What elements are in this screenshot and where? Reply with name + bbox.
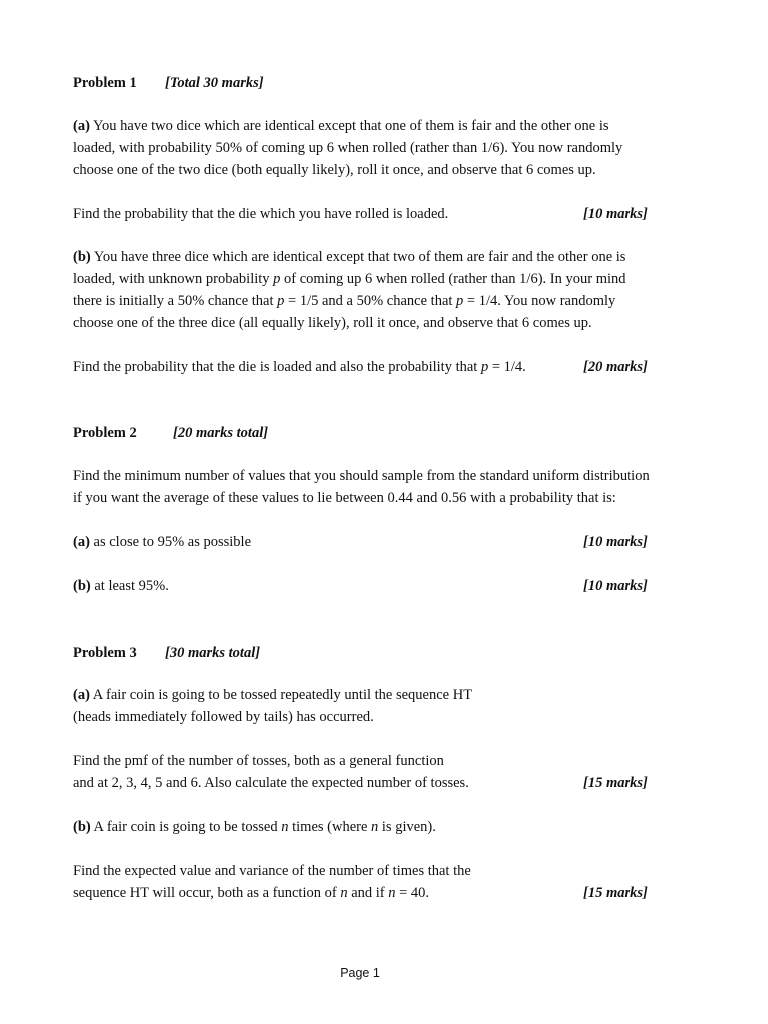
variable-n: n <box>340 885 348 901</box>
text: A fair coin is going to be tossed repeatedly until the sequence HT <box>89 687 473 703</box>
problem-3b-question-1: Find the expected value and variance of the number of times that the <box>73 863 471 879</box>
part-label: (a) <box>73 118 90 134</box>
problem-3b-question-2 <box>73 884 429 902</box>
text: You have three dice which are identical except that two of them are fair and the other one is <box>90 249 626 265</box>
text: loaded, with unknown probability <box>73 271 274 287</box>
part-label: (b) <box>73 249 91 265</box>
text: = 1/4. <box>488 359 526 375</box>
problem-2b-marks: [10 marks] <box>583 578 648 594</box>
problem-3b-line-1 <box>73 818 436 836</box>
problem-1a-line-3: choose one of the two dice (both equally likely), roll it once, and observe that 6 comes up. <box>73 162 596 178</box>
text: at least 95%. <box>90 578 169 594</box>
problem-3a-question-2: and at 2, 3, 4, 5 and 6. Also calculate the expected number of tosses. <box>73 775 469 791</box>
problem-2-title: Problem 2 <box>73 425 137 441</box>
problem-1b-question <box>73 358 526 376</box>
text: A fair coin is going to be tossed <box>90 819 282 835</box>
problem-1b-marks: [20 marks] <box>583 359 648 375</box>
variable-p: p <box>277 293 285 309</box>
text: is given). <box>378 819 436 835</box>
problem-2-heading <box>73 424 137 442</box>
problem-3a-line-2: (heads immediately followed by tails) has occurred. <box>73 709 374 725</box>
text: as close to 95% as possible <box>89 534 252 550</box>
variable-p: p <box>456 293 464 309</box>
part-label: (a) <box>73 687 90 703</box>
problem-3a-marks: [15 marks] <box>583 775 648 791</box>
text: = 40. <box>395 885 430 901</box>
text: and if <box>347 885 389 901</box>
text: of coming up 6 when rolled (rather than 1/6). In your mind <box>280 271 626 287</box>
problem-2-intro-line-2: if you want the average of these values to lie between 0.44 and 0.56 with a probability that is: <box>73 490 616 506</box>
problem-1b-line-1 <box>73 248 625 266</box>
problem-3-heading <box>73 644 137 662</box>
problem-3a-line-1 <box>73 686 472 704</box>
problem-2a-marks: [10 marks] <box>583 534 648 550</box>
problem-1-title: Problem 1 <box>73 75 137 91</box>
text: sequence HT will occur, both as a function of <box>73 885 341 901</box>
problem-1b-line-2 <box>73 270 626 288</box>
variable-n: n <box>371 819 379 835</box>
variable-n: n <box>388 885 396 901</box>
part-label: (b) <box>73 578 91 594</box>
problem-1a-marks: [10 marks] <box>583 206 648 222</box>
problem-1a-line-2: loaded, with probability 50% of coming up 6 when rolled (rather than 1/6). You now randomly <box>73 140 623 156</box>
text: = 1/4. You now randomly <box>463 293 616 309</box>
problem-1-total-marks: [Total 30 marks] <box>165 75 264 91</box>
text: there is initially a 50% chance that <box>73 293 278 309</box>
part-label: (a) <box>73 534 90 550</box>
problem-1a-line-1 <box>73 117 609 135</box>
problem-1a-question: Find the probability that the die which you have rolled is loaded. <box>73 206 449 222</box>
problem-3-total-marks: [30 marks total] <box>165 645 261 661</box>
text: = 1/5 and a 50% chance that <box>284 293 457 309</box>
problem-2-intro-line-1: Find the minimum number of values that you should sample from the standard uniform distribution <box>73 468 650 484</box>
problem-1b-line-4: choose one of the three dice (all equally likely), roll it once, and observe that 6 comes up. <box>73 315 592 331</box>
variable-p: p <box>480 359 489 375</box>
page-number: Page 1 <box>340 966 380 980</box>
problem-3b-marks: [15 marks] <box>583 885 648 901</box>
problem-3a-question-1: Find the pmf of the number of tosses, both as a general function <box>73 753 444 769</box>
problem-2-total-marks: [20 marks total] <box>173 425 269 441</box>
part-label: (b) <box>73 819 91 835</box>
problem-1-heading <box>73 74 137 92</box>
variable-p: p <box>273 271 281 287</box>
problem-1b-line-3 <box>73 292 615 310</box>
variable-n: n <box>281 819 289 835</box>
text: Find the probability that the die is loaded and also the probability that <box>73 359 481 375</box>
text: times (where <box>288 819 372 835</box>
problem-3-title: Problem 3 <box>73 645 137 661</box>
problem-2b <box>73 577 169 595</box>
problem-2a <box>73 533 251 551</box>
text: You have two dice which are identical except that one of them is fair and the other one is <box>89 118 609 134</box>
